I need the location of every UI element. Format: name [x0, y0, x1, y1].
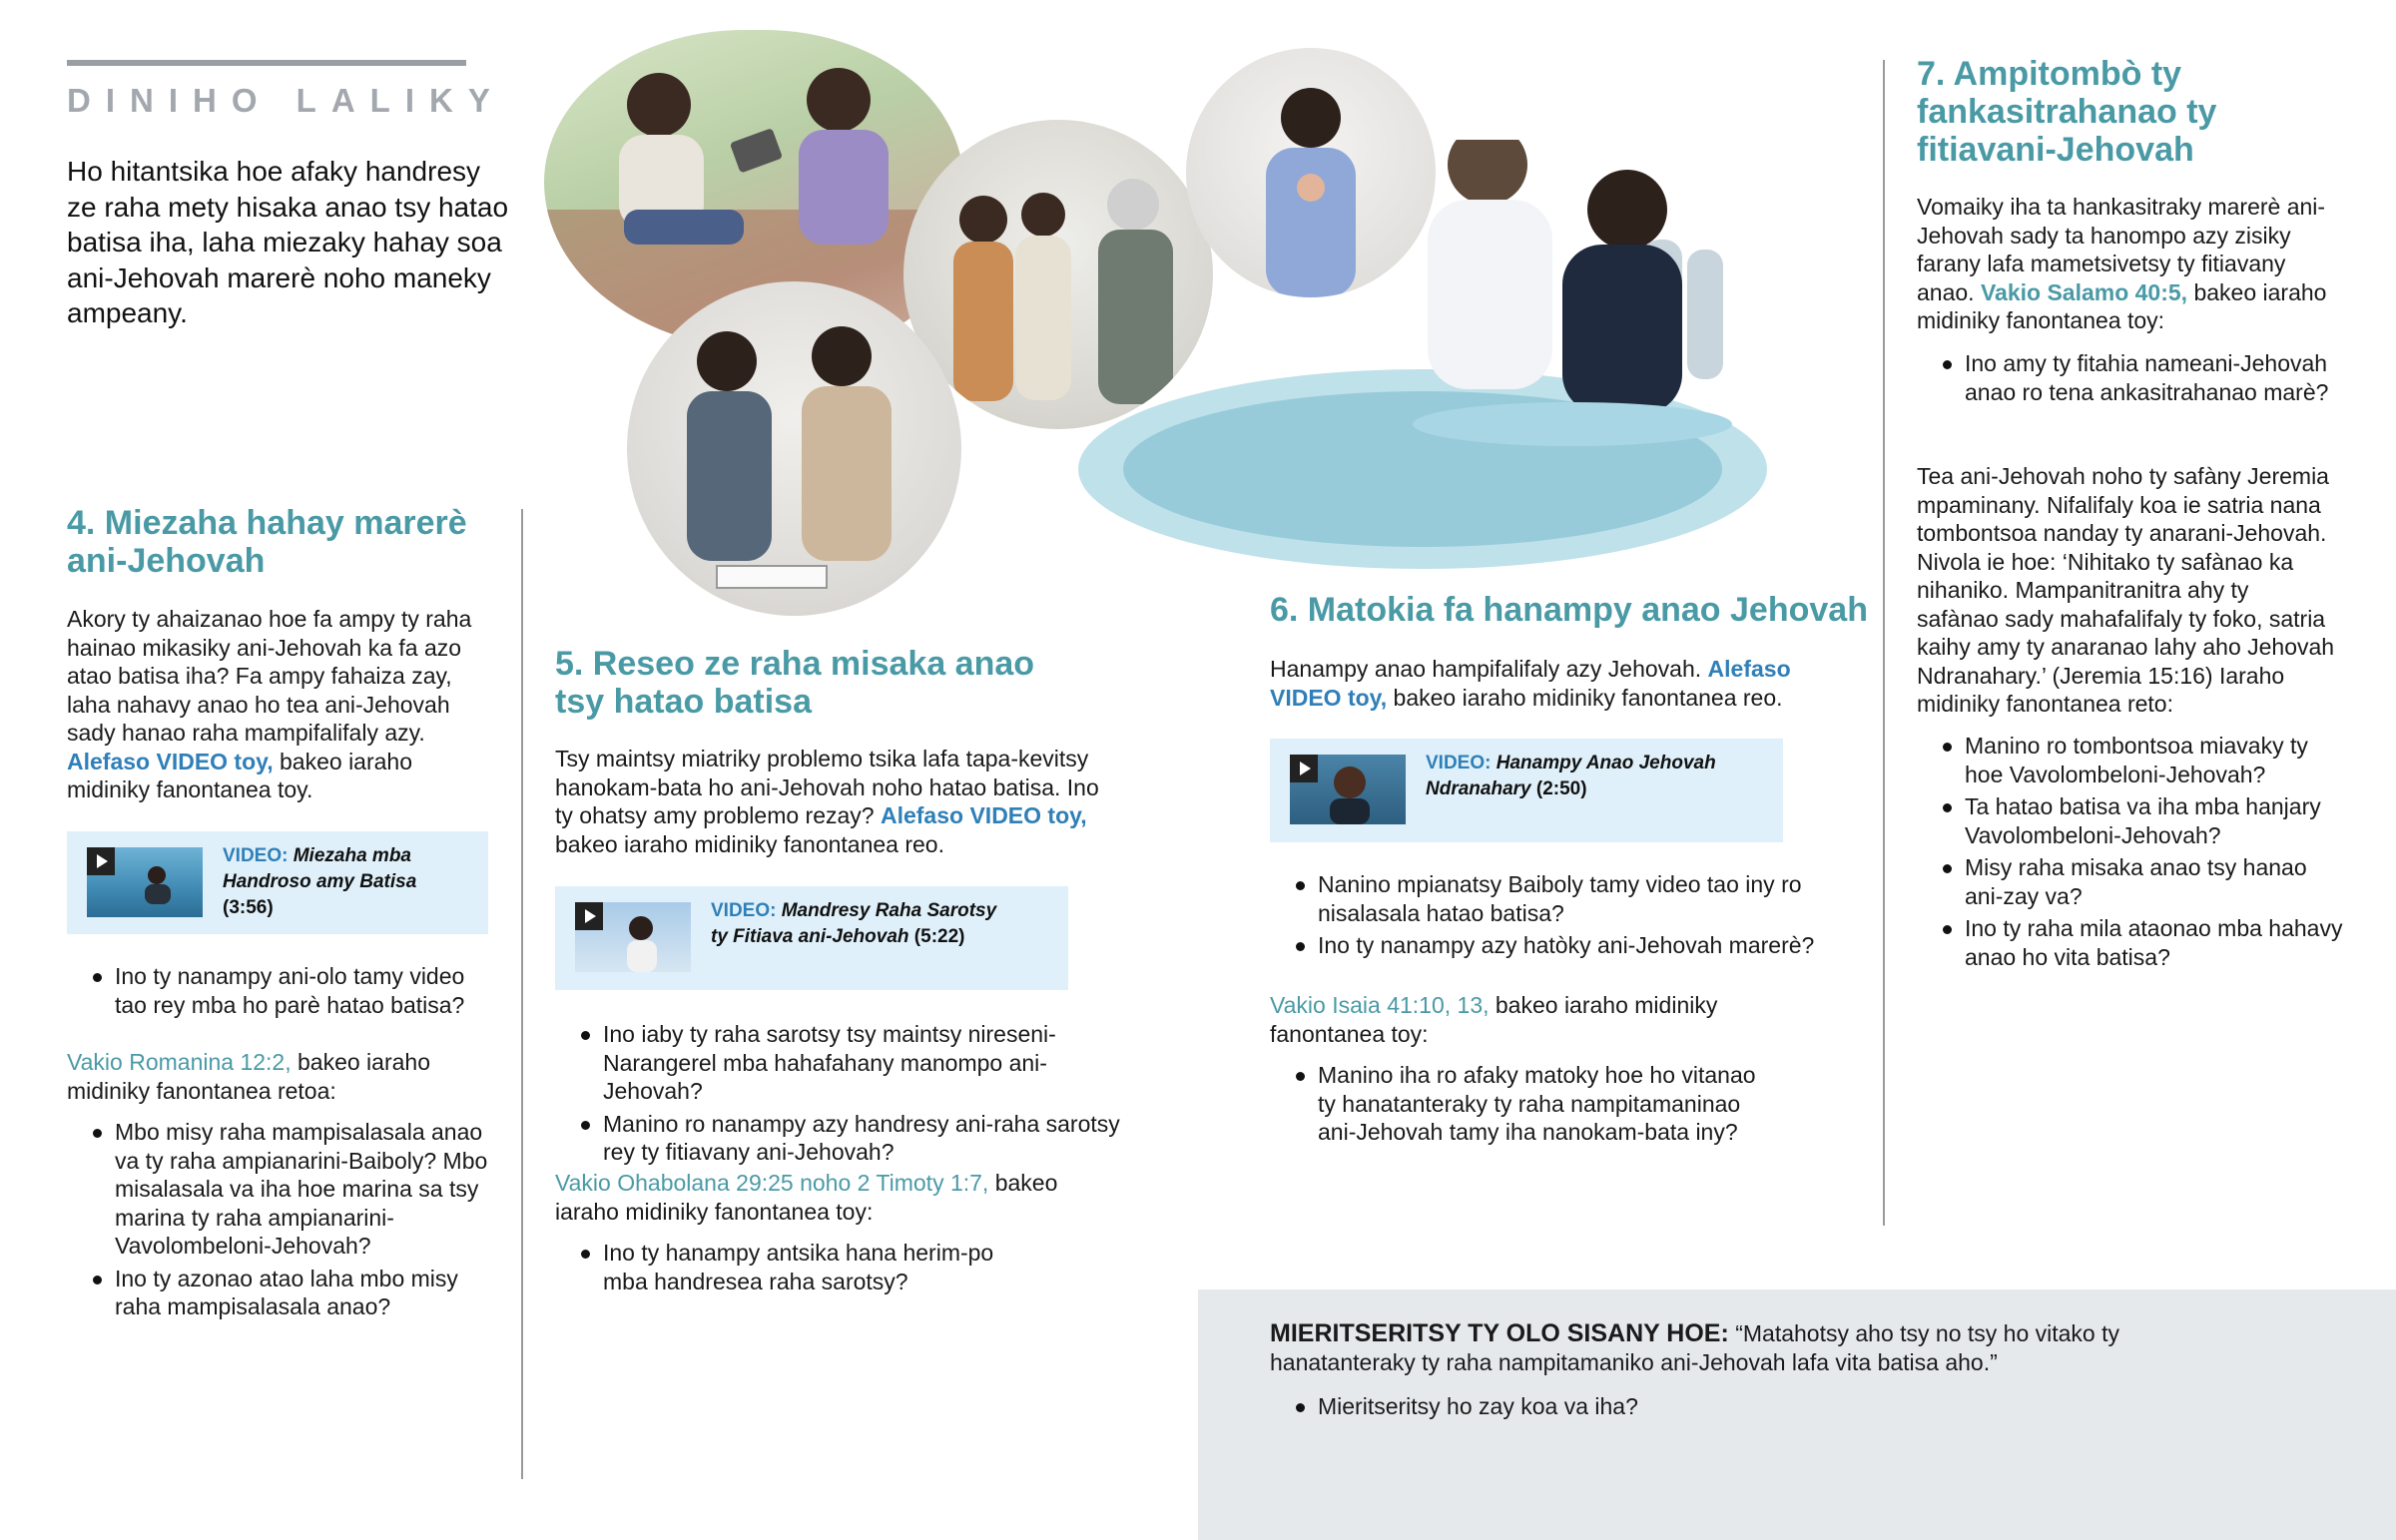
section7-paragraph	[1917, 193, 2336, 335]
divider-col1	[521, 509, 523, 1479]
section5-heading: 5. Reseo ze raha misaka anao tsy hatao batisa	[555, 645, 1035, 721]
section4-video-link-rest: bakeo iaraho midiniky fanontanea toy.	[67, 748, 413, 802]
divider-col4	[1883, 60, 1885, 1226]
list-item: Manino ro nanampy azy handresy ani-raha sarotsy rey ty fitiavany ani-Jehovah?	[555, 1110, 1134, 1167]
section5-scripture	[555, 1169, 1094, 1226]
section7-text: Vomaiky iha ta hankasitraky marerè ani-Jehovah sady ta hanompo azy zisiky farany lafa mametsivetsy ty fitiavany anao.	[1917, 194, 2326, 305]
list-item: Mbo misy raha mampisalasala anao va ty raha ampianarini-Baiboly? Mbo misalasala va iha hoe marina sa tsy marina ty raha ampianarini-Vavolombeloni-Jehovah?	[67, 1118, 496, 1261]
section6-scripture	[1270, 991, 1769, 1048]
section4-video-card[interactable]	[67, 831, 488, 934]
section4-scripture-link[interactable]: Vakio Romanina 12:2,	[67, 1049, 292, 1075]
section4-video-link[interactable]: Alefaso VIDEO toy,	[67, 748, 274, 774]
section7-bullets	[1917, 349, 2336, 410]
section5-paragraph	[555, 745, 1114, 858]
section5-video-label[interactable]	[711, 898, 1010, 950]
play-icon[interactable]	[575, 902, 603, 930]
section6-video-link[interactable]: Alefaso VIDEO toy,	[1270, 656, 1791, 711]
video-tag: VIDEO:	[223, 845, 289, 866]
section6-text: Hanampy anao hampifalifaly azy Jehovah.	[1270, 656, 1708, 682]
section6-video-link-rest: bakeo iaraho midiniky fanontanea reo.	[1387, 684, 1783, 711]
section6-scripture-rest: bakeo iaraho midiniky fanontanea toy:	[1270, 992, 1718, 1047]
list-item: Ino ty hanampy antsika hana herim-po mba handresea raha sarotsy?	[555, 1239, 1034, 1295]
section7-heading: 7. Ampitombò ty fankasitrahanao ty fitiavani-Jehovah	[1917, 55, 2217, 169]
section4-text: Akory ty ahaizanao hoe fa ampy ty raha hainao mikasiky ani-Jehovah ka fa azo atao batisa iha? Fa ampy fahaiza zay, laha nahavy anao ho tea ani-Jehovah sady hanao raha mampifalifaly azy.	[67, 606, 472, 746]
section4-scripture-rest: bakeo iaraho midiniky fanontanea retoa:	[67, 1049, 430, 1104]
section5-bullets2	[555, 1239, 1034, 1299]
video-title: Mandresy Raha Sarotsy ty Fitiava ani-Jehovah	[711, 900, 997, 947]
section6-paragraph	[1270, 655, 1829, 712]
list-item: Ino ty nanampy ani-olo tamy video tao rey mba ho parè hatao batisa?	[67, 962, 486, 1019]
section7-scripture-rest: bakeo iaraho midiniky fanontanea toy:	[1917, 278, 2327, 333]
section7-bullets2	[1917, 732, 2346, 975]
footer-quote: “Matahotsy aho tsy no tsy ho vitako ty hanatanteraky ty raha nampitamaniko ani-Jehovah lafa vita batisa aho.”	[1270, 1320, 2119, 1375]
video-title: Hanampy Anao Jehovah Ndranahary	[1426, 753, 1716, 799]
list-item: Ino ty azonao atao laha mbo misy raha mampisalasala anao?	[67, 1265, 496, 1321]
footer-box	[1198, 1289, 2396, 1540]
list-item: Ino ty nanampy azy hatòky ani-Jehovah marerè?	[1270, 931, 1849, 960]
video-duration: (5:22)	[913, 926, 965, 947]
list-item: Ino iaby ty raha sarotsy tsy maintsy nireseni-Narangerel mba hahafahany manompo ani-Jehovah?	[555, 1020, 1134, 1106]
section5-scripture-link[interactable]: Vakio Ohabolana 29:25 noho 2 Timoty 1:7,	[555, 1170, 989, 1196]
list-item: Manino iha ro afaky matoky hoe ho vitanao ty hanatanteraky ty raha nampitamaninao ani-Jehovah tamy iha nanokam-bata iny?	[1270, 1061, 1769, 1147]
video-tag: VIDEO:	[1426, 753, 1492, 773]
section5-video-link[interactable]: Alefaso VIDEO toy,	[880, 802, 1087, 828]
video-duration: (3:56)	[223, 897, 274, 918]
video-title: Miezaha mba Handroso amy Batisa	[223, 845, 417, 892]
section4-paragraph	[67, 605, 486, 804]
section4-bullets	[67, 962, 486, 1023]
section5-bullets	[555, 1020, 1134, 1171]
illustration-workplace	[627, 281, 961, 616]
section4-scripture	[67, 1048, 486, 1105]
intro-text: Ho hitantsika hoe afaky handresy ze raha mety hisaka anao tsy hatao batisa iha, laha miezaky hahay soa ani-Jehovah marerè noho maneky ampeany.	[67, 156, 509, 328]
footer-label: MIERITSERITSY TY OLO SISANY HOE:	[1270, 1319, 1729, 1347]
section6-video-thumbnail[interactable]	[1290, 755, 1406, 824]
footer-text	[1270, 1319, 2148, 1376]
section5-video-thumbnail[interactable]	[575, 902, 691, 972]
section6-heading: 6. Matokia fa hanampy anao Jehovah	[1270, 591, 1868, 629]
section7-scripture-link[interactable]: Vakio Salamo 40:5,	[1980, 278, 2188, 305]
list-item: Ino ty raha mila ataonao mba hahavy anao ho vita batisa?	[1917, 914, 2346, 971]
footer-bullets	[1270, 1392, 1969, 1425]
section6-video-card[interactable]	[1270, 739, 1783, 842]
list-item: Mieritseritsy ho zay koa va iha?	[1270, 1392, 1969, 1421]
illustration-baptism	[1073, 140, 1772, 579]
section4-video-label[interactable]	[223, 843, 472, 921]
section4-video-thumbnail[interactable]	[87, 847, 203, 917]
play-icon[interactable]	[1290, 755, 1318, 782]
list-item: Manino ro tombontsoa miavaky ty hoe Vavolombeloni-Jehovah?	[1917, 732, 2346, 788]
section6-bullets	[1270, 870, 1849, 964]
list-item: Ta hatao batisa va iha mba hanjary Vavolombeloni-Jehovah?	[1917, 792, 2346, 849]
section6-scripture-link[interactable]: Vakio Isaia 41:10, 13,	[1270, 992, 1490, 1018]
play-icon[interactable]	[87, 847, 115, 875]
section6-bullets2	[1270, 1061, 1769, 1151]
video-tag: VIDEO:	[711, 900, 777, 921]
header-rule	[67, 60, 466, 66]
section4-bullets2	[67, 1118, 496, 1325]
section4-heading: 4. Miezaha hahay marerè ani-Jehovah	[67, 504, 467, 580]
section7-paragraph2: Tea ani-Jehovah noho ty safàny Jeremia mpaminany. Nifalifaly koa ie satria nana tombontsoa nanday ty anarani-Jehovah. Nivola ie hoe: ‘Nihitako ty safànao ka nihaniko. Mampanitranitra ahy ty safànao sady mahafalifaly ty foko, satria kaihy amy ty anaranao lahy aho Jehovah Ndranahary.’ (Jeremia 15:16) Iaraho midiniky fanontanea reto:	[1917, 463, 2335, 717]
section6-video-label[interactable]	[1426, 751, 1725, 802]
section5-video-link-rest: bakeo iaraho midiniky fanontanea reo.	[555, 830, 944, 857]
section5-scripture-rest: bakeo iaraho midiniky fanontanea toy:	[555, 1170, 1058, 1225]
section5-video-card[interactable]	[555, 886, 1068, 990]
video-duration: (2:50)	[1535, 778, 1587, 799]
list-item: Nanino mpianatsy Baiboly tamy video tao iny ro nisalasala hatao batisa?	[1270, 870, 1849, 927]
list-item: Ino amy ty fitahia nameani-Jehovah anao ro tena ankasitrahanao marè?	[1917, 349, 2336, 406]
list-item: Misy raha misaka anao tsy hanao ani-zay va?	[1917, 853, 2346, 910]
page-title: DINIHO LALIKY	[67, 82, 505, 119]
section5-text: Tsy maintsy miatriky problemo tsika lafa tapa-kevitsy hanokam-bata ho ani-Jehovah noho hatao batisa. Ino ty ohatsy amy problemo rezay?	[555, 746, 1099, 828]
